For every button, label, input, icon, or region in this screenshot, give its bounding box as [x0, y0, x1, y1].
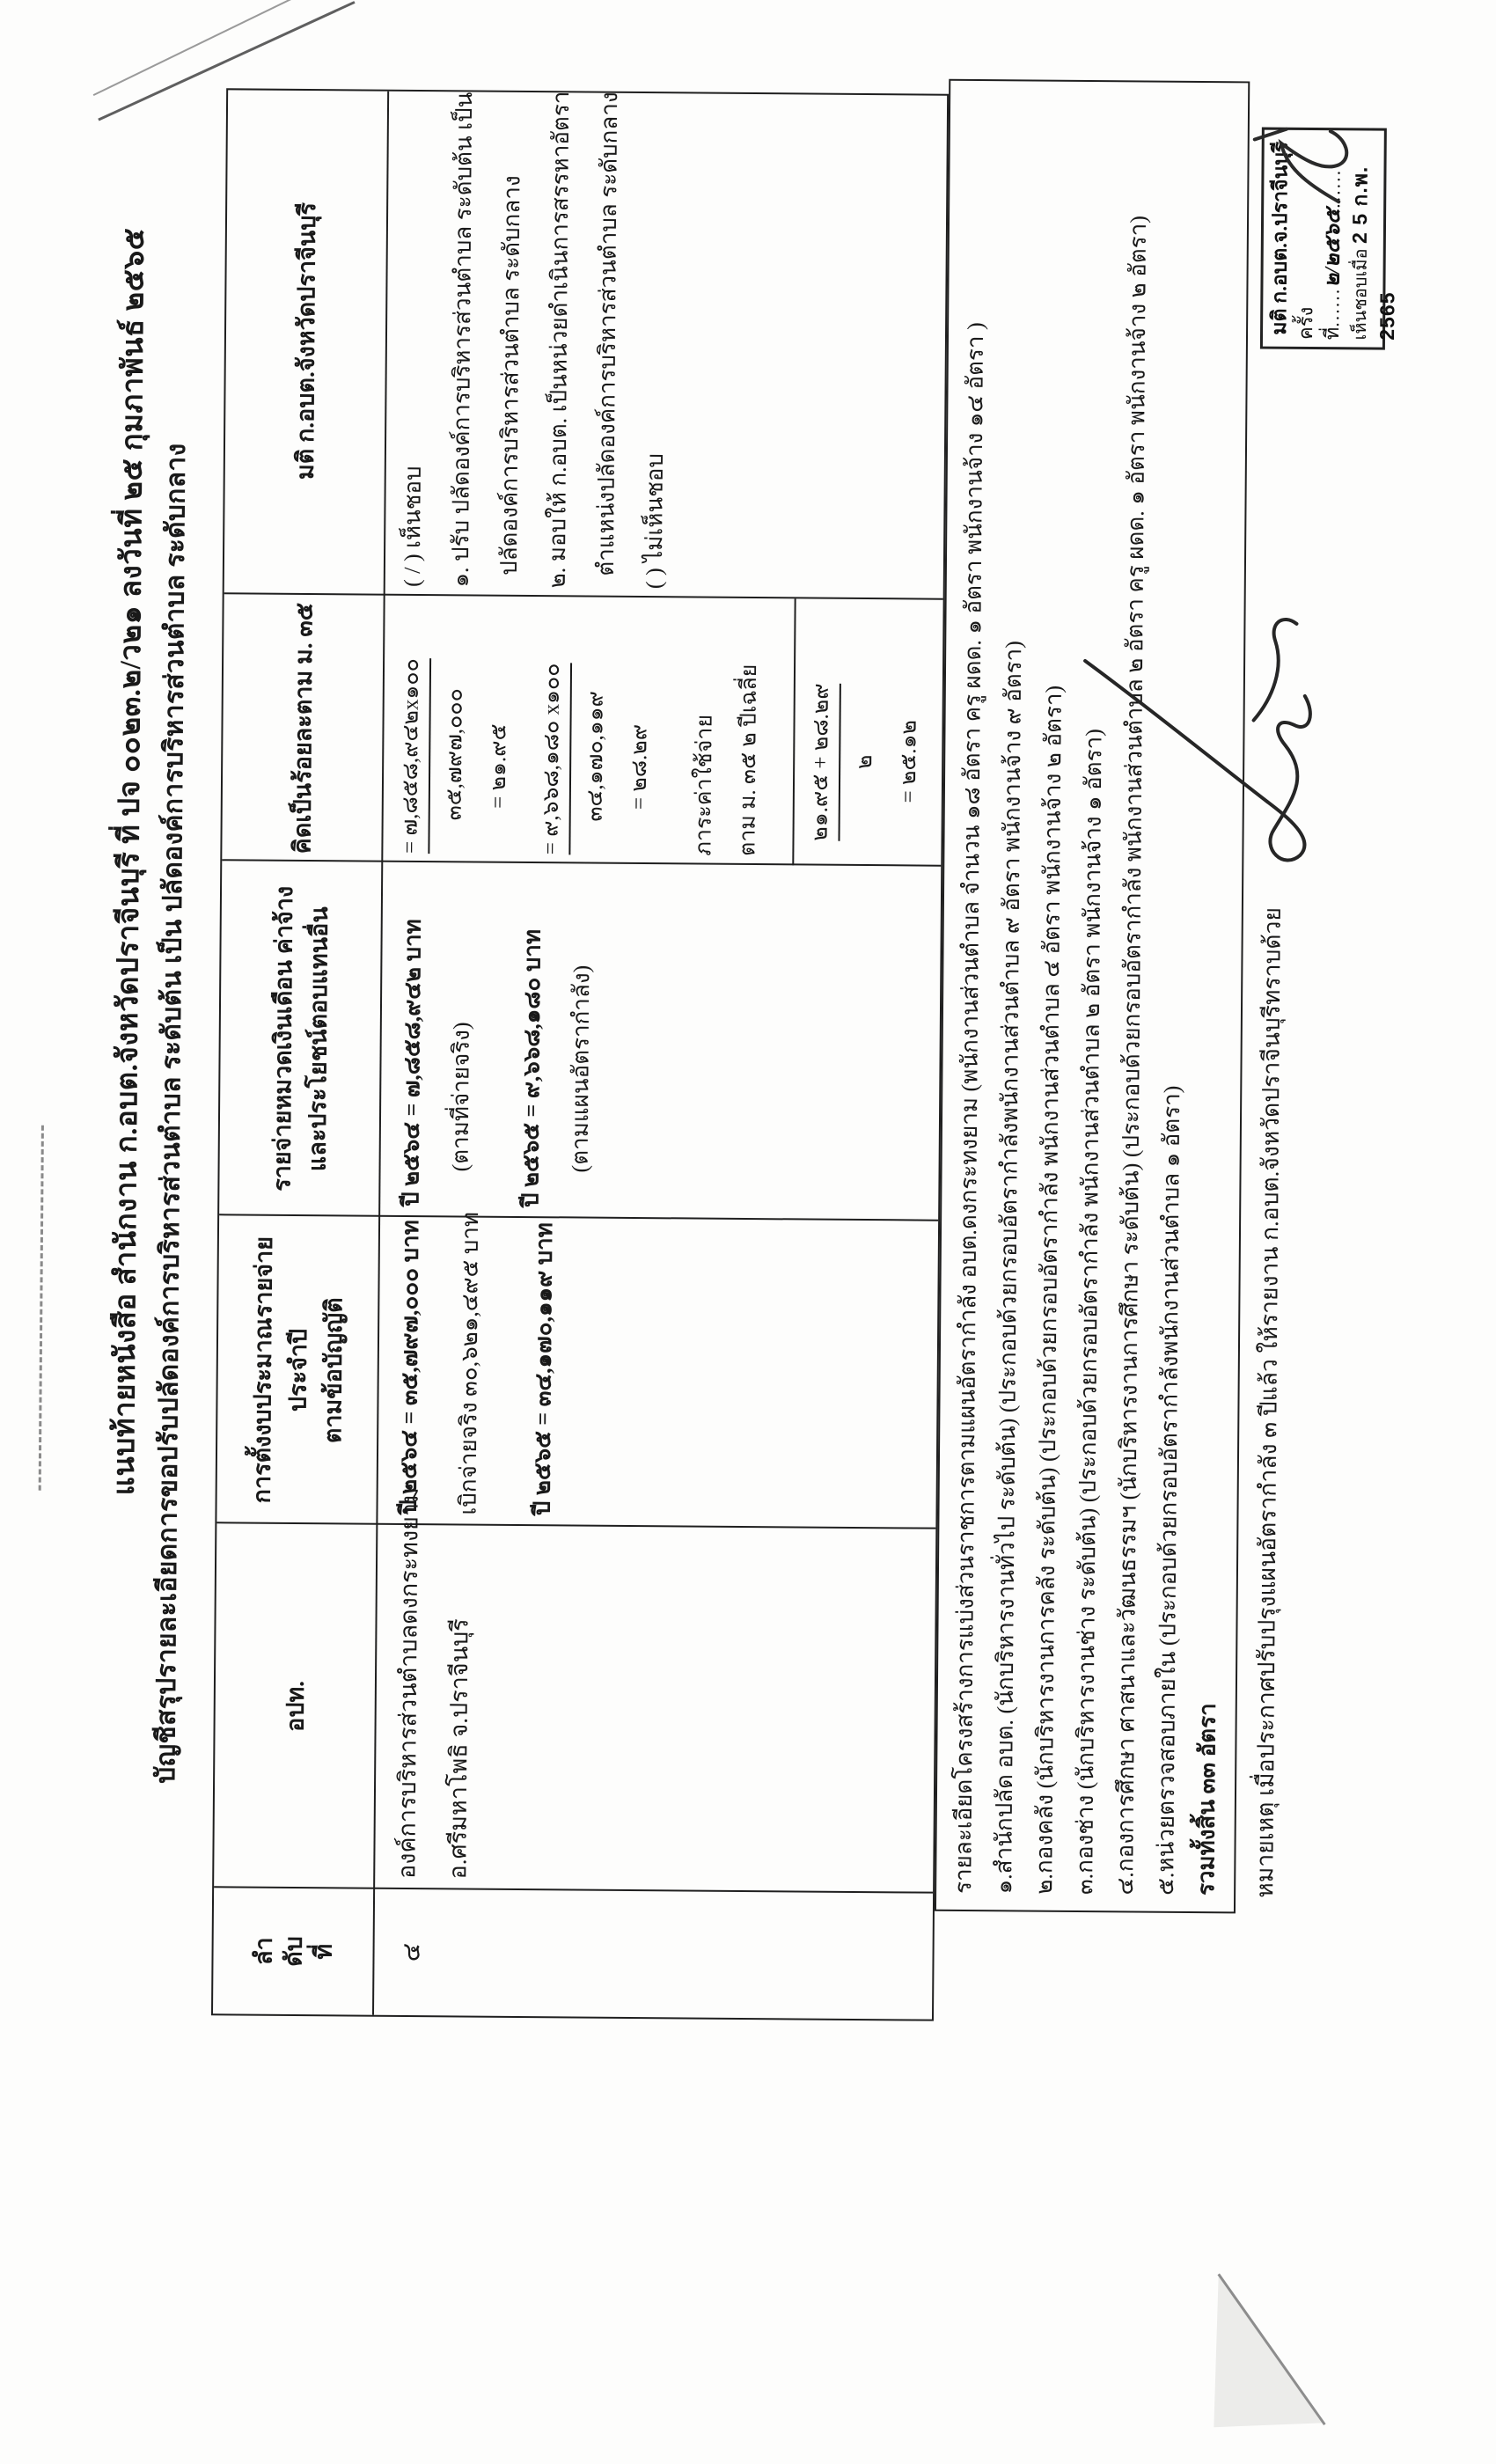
- header-seq-line: ลำ: [249, 1937, 277, 1966]
- stamp-title: มติ ก.อบต.จ.ปราจีนบุรี: [1268, 141, 1292, 335]
- stamp-date-row: [1346, 137, 1403, 340]
- header-budget-line: ตามข้อบัญญัติ: [319, 1297, 347, 1444]
- stamp-approved-label: เห็นชอบเมื่อ: [1350, 248, 1371, 341]
- note-line: ๒.กองคลัง (นักบริหารงานการคลัง ระดับต้น) (ประกอบด้วยกรอบอัตรากำลัง พนักงานส่วนตำบล ๔ อัตรา พนักงานจ้าง ๒ อัตรา): [1031, 685, 1067, 1895]
- stamp-dots: ......: [1321, 287, 1344, 327]
- notes-box: [935, 79, 1250, 1914]
- header-seq-line: ดับ: [279, 1936, 307, 1967]
- budget-line: ปี ๒๕๖๕ = ๓๔,๑๗๐,๑๑๙ บาท: [529, 1222, 558, 1516]
- dashed-cut-mark: [39, 1126, 44, 1491]
- expense-line: (ตามแผนอัตรากำลัง): [567, 964, 595, 1173]
- cell-seq: [372, 1889, 936, 2020]
- percent-fraction2-result: = ๒๘.๒๙: [627, 723, 652, 810]
- stamp-dots: ......: [1322, 168, 1345, 209]
- header-budget-line: การตั้งงบประมาณรายจ่ายประจำปี: [248, 1236, 312, 1504]
- fold-mark-bottom: [1217, 2274, 1325, 2424]
- cell-resolution: [384, 88, 951, 600]
- remark-line: หมายเหตุ เมื่อประกาศปรับปรุงแผนอัตรากำลัง ๓ ปีแล้ว ให้รายงาน ก.อบต.จังหวัดปราจีนบุรีทราบด้วย: [1251, 906, 1286, 1898]
- burden-average-numerator: ๒๑.๙๕ + ๒๘.๒๙: [802, 683, 840, 841]
- org-line: องค์การบริหารส่วนตำบลดงกระทงยาม: [393, 1486, 423, 1880]
- resolution-line: ๑. ปรับ ปลัดองค์การบริหารส่วนตำบล ระดับต้น เป็น: [447, 92, 478, 588]
- header-percent-label: คิดเป็นร้อยละตาม ม. ๓๕: [288, 602, 318, 854]
- percent-fraction2-denominator: ๓๔,๑๗๐,๑๑๙: [583, 691, 608, 822]
- cell-org: [373, 1486, 939, 1894]
- note-line: ๓.กองช่าง (นักบริหารงานช่าง ระดับต้น) (ประกอบด้วยกรอบอัตรากำลัง พนักงานส่วนตำบล ๒ อัตรา พนักงานจ้าง ๑ อัตรา): [1072, 729, 1107, 1896]
- percent-fraction1-result: = ๒๑.๙๕: [486, 723, 511, 809]
- header-seq-line: ที่: [309, 1943, 337, 1960]
- note-line: รายละเอียดโครงสร้างการแบ่งส่วนราชการตามแผนอัตรากำลัง อบต.ดงกระทงยาม (พนักงานส่วนตำบล จำนวน ๑๘ อัตรา ครู ผดด. ๑ อัตรา พนักงานจ้าง ๑๔ อัตรา ): [950, 322, 989, 1895]
- percent-fraction1-denominator: ๓๕,๗๙๗,๐๐๐: [442, 688, 467, 821]
- document-title-line1: แนบท้ายหนังสือ สำนักงาน ก.อบต.จังหวัดปราจีนบุรี ที่ ปจ ๐๐๒๓.๒/ว๒๑ ลงวันที่ ๒๕ กุมภาพันธ์ ๒๕๖๕: [108, 227, 150, 1496]
- resolution-line: ปลัดองค์การบริหารส่วนตำบล ระดับกลาง: [495, 175, 525, 576]
- note-line: ๑.สำนักปลัด อบต. (นักบริหารงานทั่วไป ระดับต้น) (ประกอบด้วยกรอบอัตรากำลังพนักงานส่วนตำบล ๙ อัตรา พนักงานจ้าง ๙ อัตรา): [991, 641, 1027, 1895]
- percent-fraction1-numerator: = ๗,๘๕๘,๙๔๒x๑๐๐: [392, 658, 431, 854]
- stamp-approved-date: 2 5 ก.พ. 2565: [1347, 165, 1399, 341]
- resolution-line: ตำแหน่งปลัดองค์การบริหารส่วนตำบล ระดับกลาง: [592, 92, 623, 576]
- header-resolution: [224, 86, 388, 595]
- header-resolution-label: มติ ก.อบต.จังหวัดปราจีนบุรี: [291, 202, 320, 480]
- note-total-line: รวมทั้งสิ้น ๓๓ อัตรา: [1193, 1703, 1221, 1896]
- burden-average-result: = ๒๕.๑๒: [896, 719, 921, 803]
- document-title-line2: บัญชีสรุปรายละเอียดการขอปรับปลัดองค์การบริหารส่วนตำบล ระดับต้น เป็น ปลัดองค์การบริหารส่วนตำบล ระดับกลาง: [151, 443, 192, 1784]
- cell-expense: [378, 862, 944, 1221]
- expense-line: (ตามที่จ่ายจริง): [447, 1022, 474, 1172]
- burden-label-line: ภาระค่าใช้จ่าย: [692, 714, 717, 856]
- header-expense: [219, 861, 381, 1216]
- stamp-meeting-label: ครั้งที่: [1294, 306, 1344, 341]
- approval-stamp: [1260, 128, 1399, 350]
- stamp-meeting-row: [1293, 137, 1347, 340]
- header-seq: [213, 1888, 373, 2014]
- seq-value: ๔: [398, 1942, 426, 1962]
- stamp-meeting-number-handwritten: ๒/๒๕๖๕: [1321, 208, 1346, 288]
- budget-line: ปี ๒๕๖๔ = ๓๕,๗๙๗,๐๐๐ บาท: [395, 1220, 424, 1515]
- budget-line: เบิกจ่ายจริง ๓๐,๖๒๑,๔๙๕ บาท: [455, 1211, 484, 1515]
- org-line: อ.ศรีมหาโพธิ จ.ปราจีนบุรี: [444, 1618, 473, 1880]
- header-expense-line: รายจ่ายหมวดเงินเดือน ค่าจ้าง: [268, 885, 297, 1192]
- resolution-line: ( / ) เห็นชอบ: [399, 466, 426, 588]
- header-org: [214, 1523, 376, 1888]
- expense-line: ปี ๒๕๖๔ = ๗,๘๕๘,๙๔๒ บาท: [398, 919, 426, 1207]
- percent-fraction2-numerator: = ๙,๖๖๘,๑๘๐ x๑๐๐: [532, 663, 572, 854]
- summary-table: [211, 88, 949, 2020]
- note-line: ๔.กองการศึกษา ศาสนาและวัฒนธรรมฯ (นักบริหารงานการศึกษา ระดับต้น) (ประกอบด้วยกรอบอัตรากำลัง พนักงานส่วนตำบล ๒ อัตรา ครู ผดด. ๑ อัตรา พนักงานจ้าง ๒ อัตรา): [1112, 215, 1152, 1896]
- header-org-label: อปท.: [282, 1680, 309, 1733]
- burden-average-denominator: ๒: [853, 754, 877, 770]
- resolution-line: ๒. มอบให้ ก.อบต. เป็นหน่วยดำเนินการสรรหาอัตรา: [544, 91, 575, 589]
- resolution-line: ( ) ไม่เห็นชอบ: [641, 452, 668, 590]
- header-expense-line: และประโยชน์ตอบแทนอื่น: [304, 906, 333, 1172]
- note-line: ๕.หน่วยตรวจสอบภายใน (ประกอบด้วยกรอบอัตรากำลังพนักงานส่วนตำบล ๑ อัตรา): [1153, 1085, 1185, 1896]
- header-budget: [216, 1215, 378, 1524]
- fold-shade: [1214, 2274, 1325, 2428]
- expense-line: ปี ๒๕๖๕ = ๙,๖๖๘,๑๘๐ บาท: [517, 928, 546, 1208]
- burden-label-line: ตาม ม. ๓๕ ๒ ปีเฉลี่ย: [736, 664, 762, 857]
- cell-percent: [381, 596, 946, 867]
- header-percent: [222, 594, 383, 862]
- cell-budget: [376, 1211, 942, 1529]
